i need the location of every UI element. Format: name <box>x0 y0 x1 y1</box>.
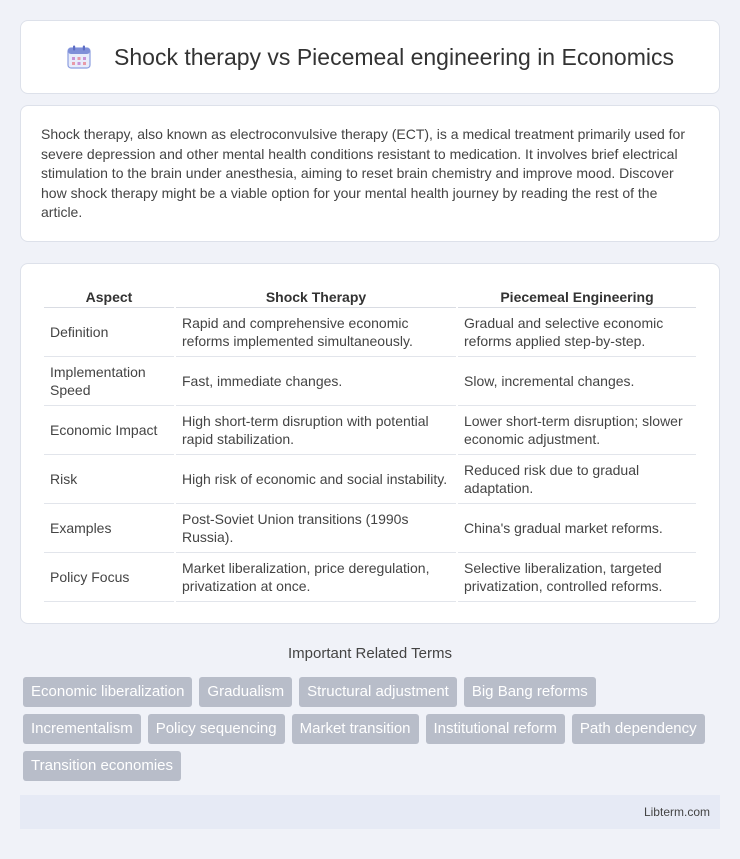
related-term-tag[interactable]: Path dependency <box>572 714 705 744</box>
related-term-tag[interactable]: Transition economies <box>23 751 181 781</box>
cell-shock: Rapid and comprehensive economic reforms implemented simultaneously. <box>176 308 456 357</box>
header-shock-therapy: Shock Therapy <box>176 286 456 308</box>
related-term-tag[interactable]: Market transition <box>292 714 419 744</box>
cell-piecemeal: Lower short-term disruption; slower economic adjustment. <box>458 406 696 455</box>
footer <box>20 795 720 829</box>
cell-piecemeal: China's gradual market reforms. <box>458 504 696 553</box>
cell-piecemeal: Selective liberalization, targeted privatization, controlled reforms. <box>458 553 696 602</box>
cell-aspect: Implementation Speed <box>44 357 174 406</box>
header-card <box>20 20 720 94</box>
related-term-tag[interactable]: Structural adjustment <box>299 677 457 707</box>
related-terms-list <box>23 677 723 788</box>
table-row <box>44 455 696 504</box>
related-term-tag[interactable]: Gradualism <box>199 677 292 707</box>
related-term-tag[interactable]: Economic liberalization <box>23 677 192 707</box>
table-row <box>44 308 696 357</box>
intro-card <box>20 105 720 242</box>
cell-piecemeal: Slow, incremental changes. <box>458 357 696 406</box>
table-row <box>44 406 696 455</box>
related-term-tag[interactable]: Policy sequencing <box>148 714 285 744</box>
cell-shock: Post-Soviet Union transitions (1990s Russia). <box>176 504 456 553</box>
related-term-tag[interactable]: Incrementalism <box>23 714 141 744</box>
cell-aspect: Risk <box>44 455 174 504</box>
footer-brand-link[interactable]: Libterm.com <box>643 805 710 819</box>
comparison-table <box>42 286 698 602</box>
cell-aspect: Definition <box>44 308 174 357</box>
cell-shock: Fast, immediate changes. <box>176 357 456 406</box>
comparison-table-card <box>20 263 720 624</box>
related-terms-title: Important Related Terms <box>288 645 452 662</box>
table-row <box>44 553 696 602</box>
cell-aspect: Policy Focus <box>44 553 174 602</box>
cell-aspect: Economic Impact <box>44 406 174 455</box>
header-aspect: Aspect <box>44 286 174 308</box>
cell-shock: Market liberalization, price deregulation, privatization at once. <box>176 553 456 602</box>
header-piecemeal-engineering: Piecemeal Engineering <box>458 286 696 308</box>
calendar-icon <box>66 44 92 70</box>
intro-text: Shock therapy, also known as electroconvulsive therapy (ECT), is a medical treatment primarily used for severe depression and other mental health conditions resistant to medication. It involves brief electrical stimulation to the brain under anesthesia, aiming to reset brain chemistry and improve mood. Discover how shock therapy might be a viable option for your mental health journey by reading the rest of the article. <box>41 126 686 221</box>
related-term-tag[interactable]: Institutional reform <box>426 714 565 744</box>
cell-piecemeal: Reduced risk due to gradual adaptation. <box>458 455 696 504</box>
related-term-tag[interactable]: Big Bang reforms <box>464 677 596 707</box>
cell-shock: High risk of economic and social instability. <box>176 455 456 504</box>
table-row <box>44 504 696 553</box>
table-header-row <box>44 286 696 308</box>
page-title: Shock therapy vs Piecemeal engineering in Economics <box>114 43 674 70</box>
cell-shock: High short-term disruption with potential rapid stabilization. <box>176 406 456 455</box>
cell-piecemeal: Gradual and selective economic reforms applied step-by-step. <box>458 308 696 357</box>
table-row <box>44 357 696 406</box>
cell-aspect: Examples <box>44 504 174 553</box>
